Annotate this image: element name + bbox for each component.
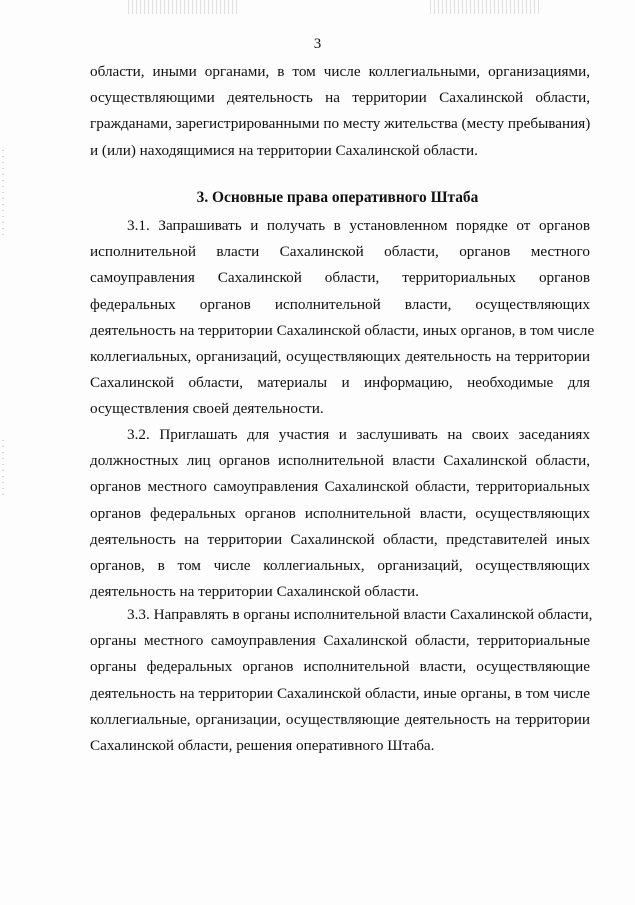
text-line: гражданами, зарегистрированными по месту жительства (месту пребывания) xyxy=(90,115,591,133)
text-line: деятельность на территории Сахалинской области, иных органов, в том числе xyxy=(90,321,595,339)
text-line: и (или) находящимися на территории Сахалинской области. xyxy=(90,141,478,159)
text-line: исполнительной власти Сахалинской области, органов местного xyxy=(90,243,590,261)
text-line: коллегиальные, организации, осуществляющие деятельность на территории xyxy=(90,710,590,728)
intro-paragraph xyxy=(90,59,590,164)
paragraph-3-1 xyxy=(90,213,595,423)
paragraph-3-2 xyxy=(90,422,590,605)
text-line: органы федеральных органов исполнительной власти, осуществляющие xyxy=(90,658,590,676)
text-line: органы местного самоуправления Сахалинской области, территориальные xyxy=(90,632,590,650)
text-line: федеральных органов исполнительной власти, осуществляющих xyxy=(90,295,590,313)
text-line: коллегиальных, организаций, осуществляющих деятельность на территории xyxy=(90,348,590,366)
scan-edge-marks xyxy=(2,440,4,500)
text-line: области, иными органами, в том числе коллегиальными, организациями, xyxy=(90,63,590,80)
scan-noise xyxy=(128,0,238,14)
text-line: деятельность на территории Сахалинской области. xyxy=(90,583,419,601)
text-line: самоуправления Сахалинской области, территориальных органов xyxy=(90,269,590,287)
paragraph-3-3 xyxy=(90,602,593,759)
text-line: органов федеральных органов исполнительной власти, осуществляющих xyxy=(90,504,590,522)
text-line: 3.2. Приглашать для участия и заслушивать на своих заседаниях xyxy=(127,426,590,443)
text-line: осуществления своей деятельности. xyxy=(90,400,324,418)
scan-noise xyxy=(430,0,540,14)
text-line: Сахалинской области, материалы и информацию, необходимые для xyxy=(90,374,590,392)
text-line: осуществляющими деятельность на территории Сахалинской области, xyxy=(90,89,590,107)
text-line: 3.1. Запрашивать и получать в установленном порядке от органов xyxy=(127,217,590,234)
text-line: Сахалинской области, решения оперативного Штаба. xyxy=(90,737,435,755)
section-heading: 3. Основные права оперативного Штаба xyxy=(196,189,479,206)
text-line: 3.3. Направлять в органы исполнительной власти Сахалинской области, xyxy=(127,606,593,623)
text-line: органов, в том числе коллегиальных, организаций, осуществляющих xyxy=(90,557,590,575)
text-line: органов местного самоуправления Сахалинской области, территориальных xyxy=(90,478,590,496)
text-line: должностных лиц органов исполнительной власти Сахалинской области, xyxy=(90,452,590,470)
text-line: деятельность на территории Сахалинской области, представителей иных xyxy=(90,530,590,548)
text-line: деятельность на территории Сахалинской области, иные органы, в том числе xyxy=(90,684,590,702)
page-number: 3 xyxy=(313,36,322,52)
